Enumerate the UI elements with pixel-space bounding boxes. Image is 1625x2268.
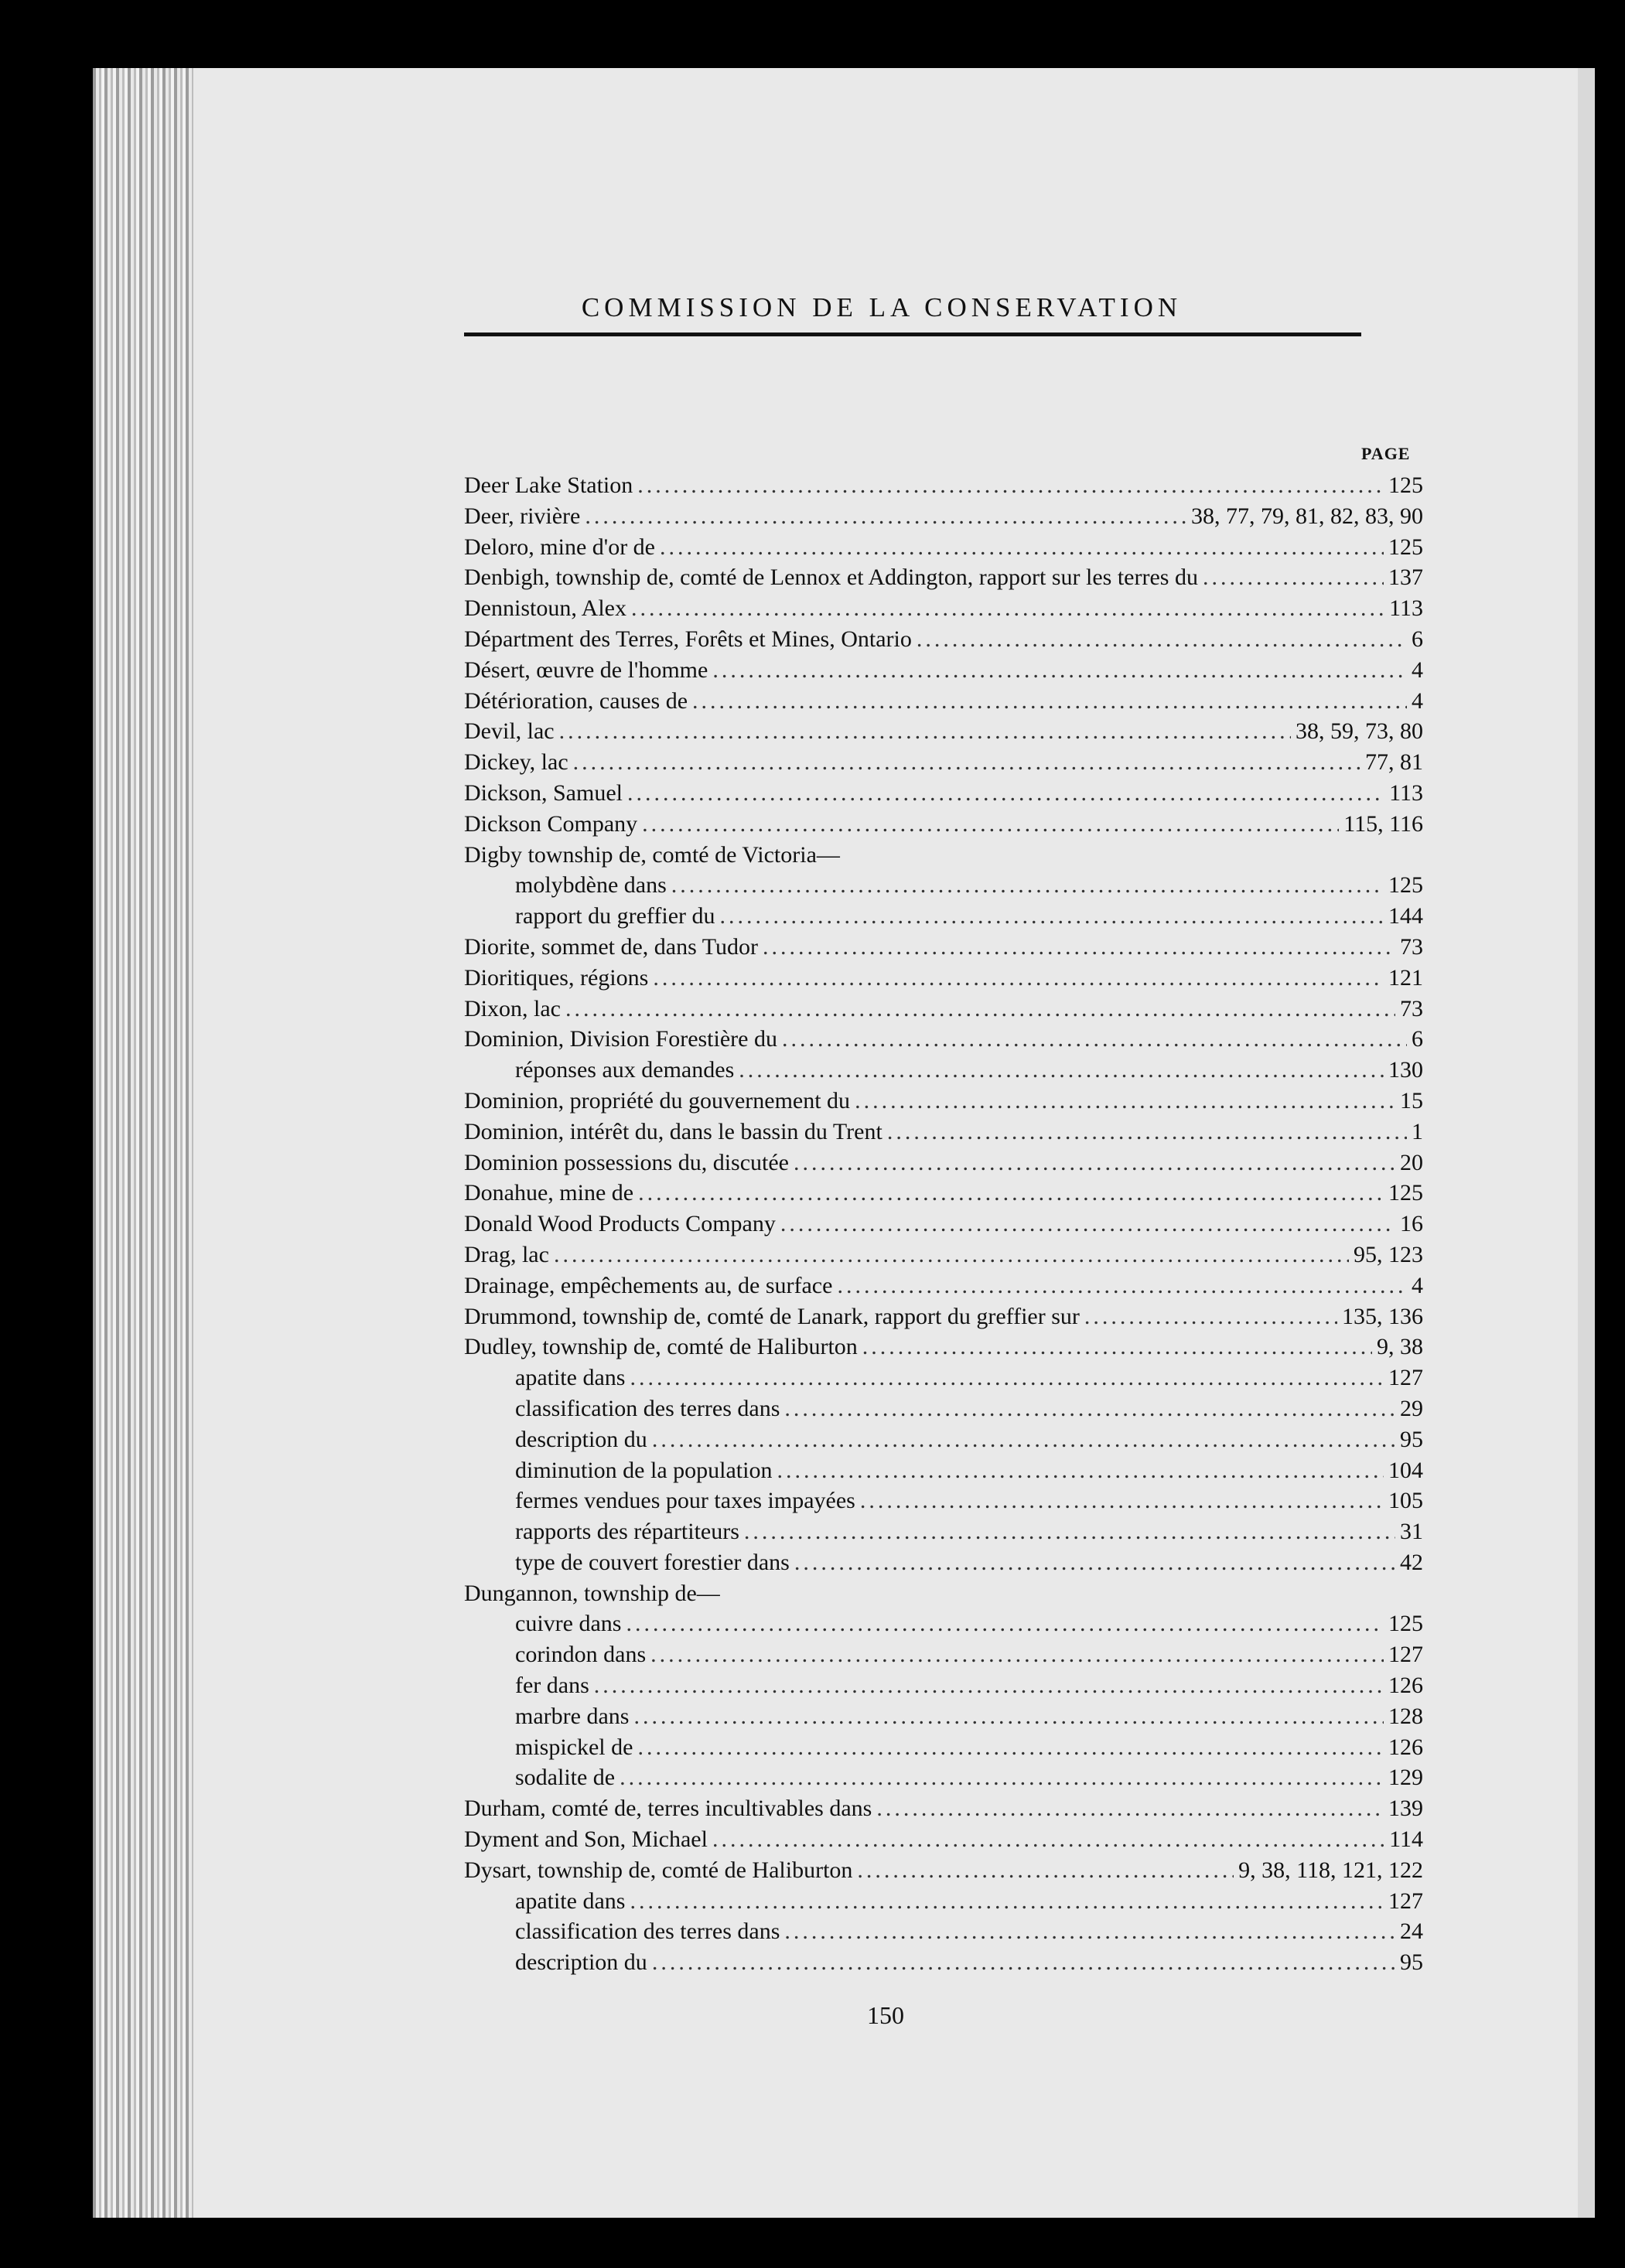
entry-text: Donahue, mine de [464,1180,634,1206]
entry-pages: 29 [1400,1395,1423,1421]
index-subentry [464,1916,1423,1947]
entry-pages: 15 [1400,1087,1423,1114]
entry-pages: 104 [1388,1457,1423,1483]
index-subentry [464,1701,1423,1732]
entry-pages: 1 [1412,1118,1423,1144]
entry-pages: 95, 123 [1354,1241,1423,1267]
index-subentry [464,1055,1423,1086]
dot-leader [777,1455,1384,1486]
entry-text: rapport du greffier du [515,903,715,929]
entry-text: Deloro, mine d'or de [464,534,656,560]
entry-text: apatite dans [515,1888,626,1914]
dot-leader [917,624,1407,655]
entry-text: Deer, rivière [464,503,581,529]
entry-text: Dominion possessions du, discutée [464,1149,789,1175]
entry-pages: 125 [1388,472,1423,498]
entry-text: fer dans [515,1673,589,1699]
entry-pages: 4 [1412,687,1423,714]
entry-pages: 16 [1400,1211,1423,1237]
index-entry [464,1855,1423,1886]
entry-text: Durham, comté de, terres incultivables dans [464,1796,872,1822]
document-page [193,68,1578,2218]
dot-leader [594,1670,1384,1701]
entry-pages: 77, 81 [1365,749,1423,776]
entry-pages: 9, 38 [1377,1334,1423,1360]
index-subentry [464,1455,1423,1486]
entry-text: marbre dans [515,1703,630,1729]
index-entry [464,1086,1423,1117]
entry-pages: 113 [1389,595,1423,622]
entry-text: molybdène dans [515,872,667,899]
index-entry [464,809,1423,840]
entry-pages: 129 [1388,1765,1423,1791]
entry-text: Dominion, intérêt du, dans le bassin du Trent [464,1118,882,1144]
entry-pages: 127 [1388,1888,1423,1914]
entry-text: Détérioration, causes de [464,687,688,714]
dot-leader [763,932,1395,963]
dot-leader [860,1485,1384,1516]
dot-leader [631,593,1384,624]
entry-text: rapports des répartiteurs [515,1519,739,1545]
dot-leader [565,994,1395,1025]
index-subentry [464,1886,1423,1917]
dot-leader [630,1363,1384,1393]
entry-text: Deer Lake Station [464,472,633,498]
entry-text: Dioritiques, régions [464,964,649,991]
entry-pages: 24 [1400,1918,1423,1945]
book-spine-edge [1578,68,1595,2218]
entry-pages: 42 [1400,1549,1423,1575]
dot-leader [794,1547,1395,1578]
dot-leader [642,809,1339,840]
index-entry [464,686,1423,717]
dot-leader [837,1270,1407,1301]
dot-leader [653,963,1384,994]
entry-pages: 73 [1400,995,1423,1021]
index-entry [464,1332,1423,1363]
entry-pages: 6 [1412,1026,1423,1052]
entry-text: apatite dans [515,1365,626,1391]
index-subentry [464,1393,1423,1424]
entry-pages: 105 [1388,1488,1423,1514]
index-entry [464,501,1423,532]
entry-text: Dickson, Samuel [464,779,623,806]
dot-leader [784,1393,1395,1424]
entry-text: Dixon, lac [464,995,561,1021]
entry-text: Départment des Terres, Forêts et Mines, Ontario [464,626,912,652]
index-entry [464,593,1423,624]
index-entry [464,747,1423,778]
index-subentry [464,1485,1423,1516]
entry-pages: 137 [1388,564,1423,591]
entry-text: diminution de la population [515,1457,773,1483]
index-entry [464,1024,1423,1055]
entry-text: sodalite de [515,1765,616,1791]
entry-text: Dickson Company [464,810,638,837]
page-number: 150 [867,2001,904,2029]
entry-pages: 125 [1388,1611,1423,1637]
entry-pages: 130 [1388,1057,1423,1083]
entry-text: corindon dans [515,1642,647,1668]
entry-text: type de couvert forestier dans [515,1549,790,1575]
index-entry [464,1178,1423,1209]
index-subentry [464,1363,1423,1393]
entry-pages: 95 [1400,1949,1423,1976]
entry-text: Digby township de, comté de Victoria— [464,841,840,868]
entry-pages: 113 [1389,779,1423,806]
index-subentry [464,1639,1423,1670]
entry-pages: 95 [1400,1426,1423,1452]
index-subentry [464,870,1423,901]
entry-pages: 115, 116 [1343,810,1423,837]
entry-text: Diorite, sommet de, dans Tudor [464,933,758,960]
index-subentry [464,1547,1423,1578]
entry-pages: 125 [1388,872,1423,899]
entry-text: Dysart, township de, comté de Haliburton [464,1857,853,1883]
header-title: COMMISSION DE LA CONSERVATION [581,292,1183,322]
index-entry [464,1148,1423,1178]
dot-leader [712,1824,1384,1855]
index-subentry [464,1947,1423,1978]
index-entry [464,470,1423,501]
index-subentry [464,1608,1423,1639]
index-entry [464,624,1423,655]
index-entry [464,932,1423,963]
index-entry [464,1578,1423,1609]
entry-text: classification des terres dans [515,1918,780,1945]
entry-text: Dominion, Division Forestière du [464,1026,777,1052]
index-subentry [464,1762,1423,1793]
entry-pages: 38, 59, 73, 80 [1296,718,1423,745]
index-entry [464,994,1423,1025]
entry-pages: 135, 136 [1342,1303,1423,1329]
entry-text: Devil, lac [464,718,555,745]
index-entry [464,1824,1423,1855]
index-entry [464,963,1423,994]
entry-text: fermes vendues pour taxes impayées [515,1488,855,1514]
entry-text: Dickey, lac [464,749,568,776]
entry-text: réponses aux demandes [515,1057,735,1083]
header-rule [464,333,1361,336]
entry-pages: 127 [1388,1642,1423,1668]
entry-text: description du [515,1426,647,1452]
running-header [193,292,1578,336]
entry-text: description du [515,1949,647,1976]
entry-pages: 126 [1388,1673,1423,1699]
index-entry [464,716,1423,747]
entry-pages: 4 [1412,1272,1423,1298]
dot-leader [1203,562,1384,593]
entry-text: Désert, œuvre de l'homme [464,657,708,683]
dot-leader [712,655,1407,686]
entry-text: classification des terres dans [515,1395,780,1421]
dot-leader [794,1148,1395,1178]
index-entry [464,778,1423,809]
entry-pages: 125 [1388,534,1423,560]
dot-leader [784,1916,1395,1947]
entry-pages: 31 [1400,1519,1423,1545]
index-subentry [464,1424,1423,1455]
dot-leader [739,1055,1384,1086]
index-subentry [464,1732,1423,1763]
entry-text: Dominion, propriété du gouvernement du [464,1087,851,1114]
entry-pages: 125 [1388,1180,1423,1206]
dot-leader [876,1793,1384,1824]
page-edge-stack [93,68,201,2218]
dot-leader [585,501,1186,532]
index-entry [464,1240,1423,1270]
index-entries [464,470,1423,1978]
dot-leader [782,1024,1407,1055]
dot-leader [637,1732,1384,1763]
entry-pages: 20 [1400,1149,1423,1175]
dot-leader [652,1424,1395,1455]
dot-leader [638,1178,1384,1209]
dot-leader [862,1332,1372,1363]
entry-pages: 9, 38, 118, 121, 122 [1238,1857,1423,1883]
entry-text: Drag, lac [464,1241,549,1267]
dot-leader [780,1209,1395,1240]
index-entry [464,1301,1423,1332]
index-subentry [464,1670,1423,1701]
entry-text: Dyment and Son, Michael [464,1826,708,1853]
entry-text: Denbigh, township de, comté de Lennox et Addington, rapport sur les terres du [464,564,1198,591]
dot-leader [1084,1301,1337,1332]
entry-text: Drummond, township de, comté de Lanark, rapport du greffier sur [464,1303,1080,1329]
entry-pages: 38, 77, 79, 81, 82, 83, 90 [1191,503,1423,529]
dot-leader [633,1701,1384,1732]
index-entry [464,1270,1423,1301]
dot-leader [660,532,1384,563]
dot-leader [627,778,1384,809]
index-entry [464,1117,1423,1148]
entry-pages: 139 [1388,1796,1423,1822]
index-subentry [464,901,1423,932]
dot-leader [630,1886,1384,1917]
dot-leader [650,1639,1384,1670]
entry-text: Donald Wood Products Company [464,1211,776,1237]
entry-pages: 126 [1388,1734,1423,1760]
dot-leader [720,901,1384,932]
index-entry [464,562,1423,593]
dot-leader [744,1516,1395,1547]
dot-leader [626,1608,1384,1639]
index-entry [464,1793,1423,1824]
index-entry [464,532,1423,563]
entry-text: mispickel de [515,1734,633,1760]
dot-leader [559,716,1291,747]
index-entry [464,1209,1423,1240]
entry-pages: 4 [1412,657,1423,683]
page-column-label: PAGE [1361,444,1411,463]
dot-leader [855,1086,1395,1117]
entry-pages: 128 [1388,1703,1423,1729]
index-entry [464,655,1423,686]
dot-leader [637,470,1384,501]
index-subentry [464,1516,1423,1547]
entry-pages: 127 [1388,1365,1423,1391]
entry-text: Drainage, empêchements au, de surface [464,1272,833,1298]
dot-leader [887,1117,1407,1148]
dot-leader [671,870,1384,901]
entry-text: cuivre dans [515,1611,622,1637]
dot-leader [652,1947,1395,1978]
dot-leader [857,1855,1234,1886]
entry-pages: 73 [1400,933,1423,960]
index-entry [464,840,1423,871]
entry-text: Dudley, township de, comté de Haliburton [464,1334,858,1360]
entry-text: Dungannon, township de— [464,1580,720,1606]
dot-leader [573,747,1360,778]
entry-pages: 144 [1388,903,1423,929]
dot-leader [620,1762,1384,1793]
dot-leader [692,686,1407,717]
dot-leader [554,1240,1349,1270]
entry-pages: 6 [1412,626,1423,652]
entry-text: Dennistoun, Alex [464,595,626,622]
entry-pages: 121 [1388,964,1423,991]
entry-pages: 114 [1389,1826,1423,1853]
